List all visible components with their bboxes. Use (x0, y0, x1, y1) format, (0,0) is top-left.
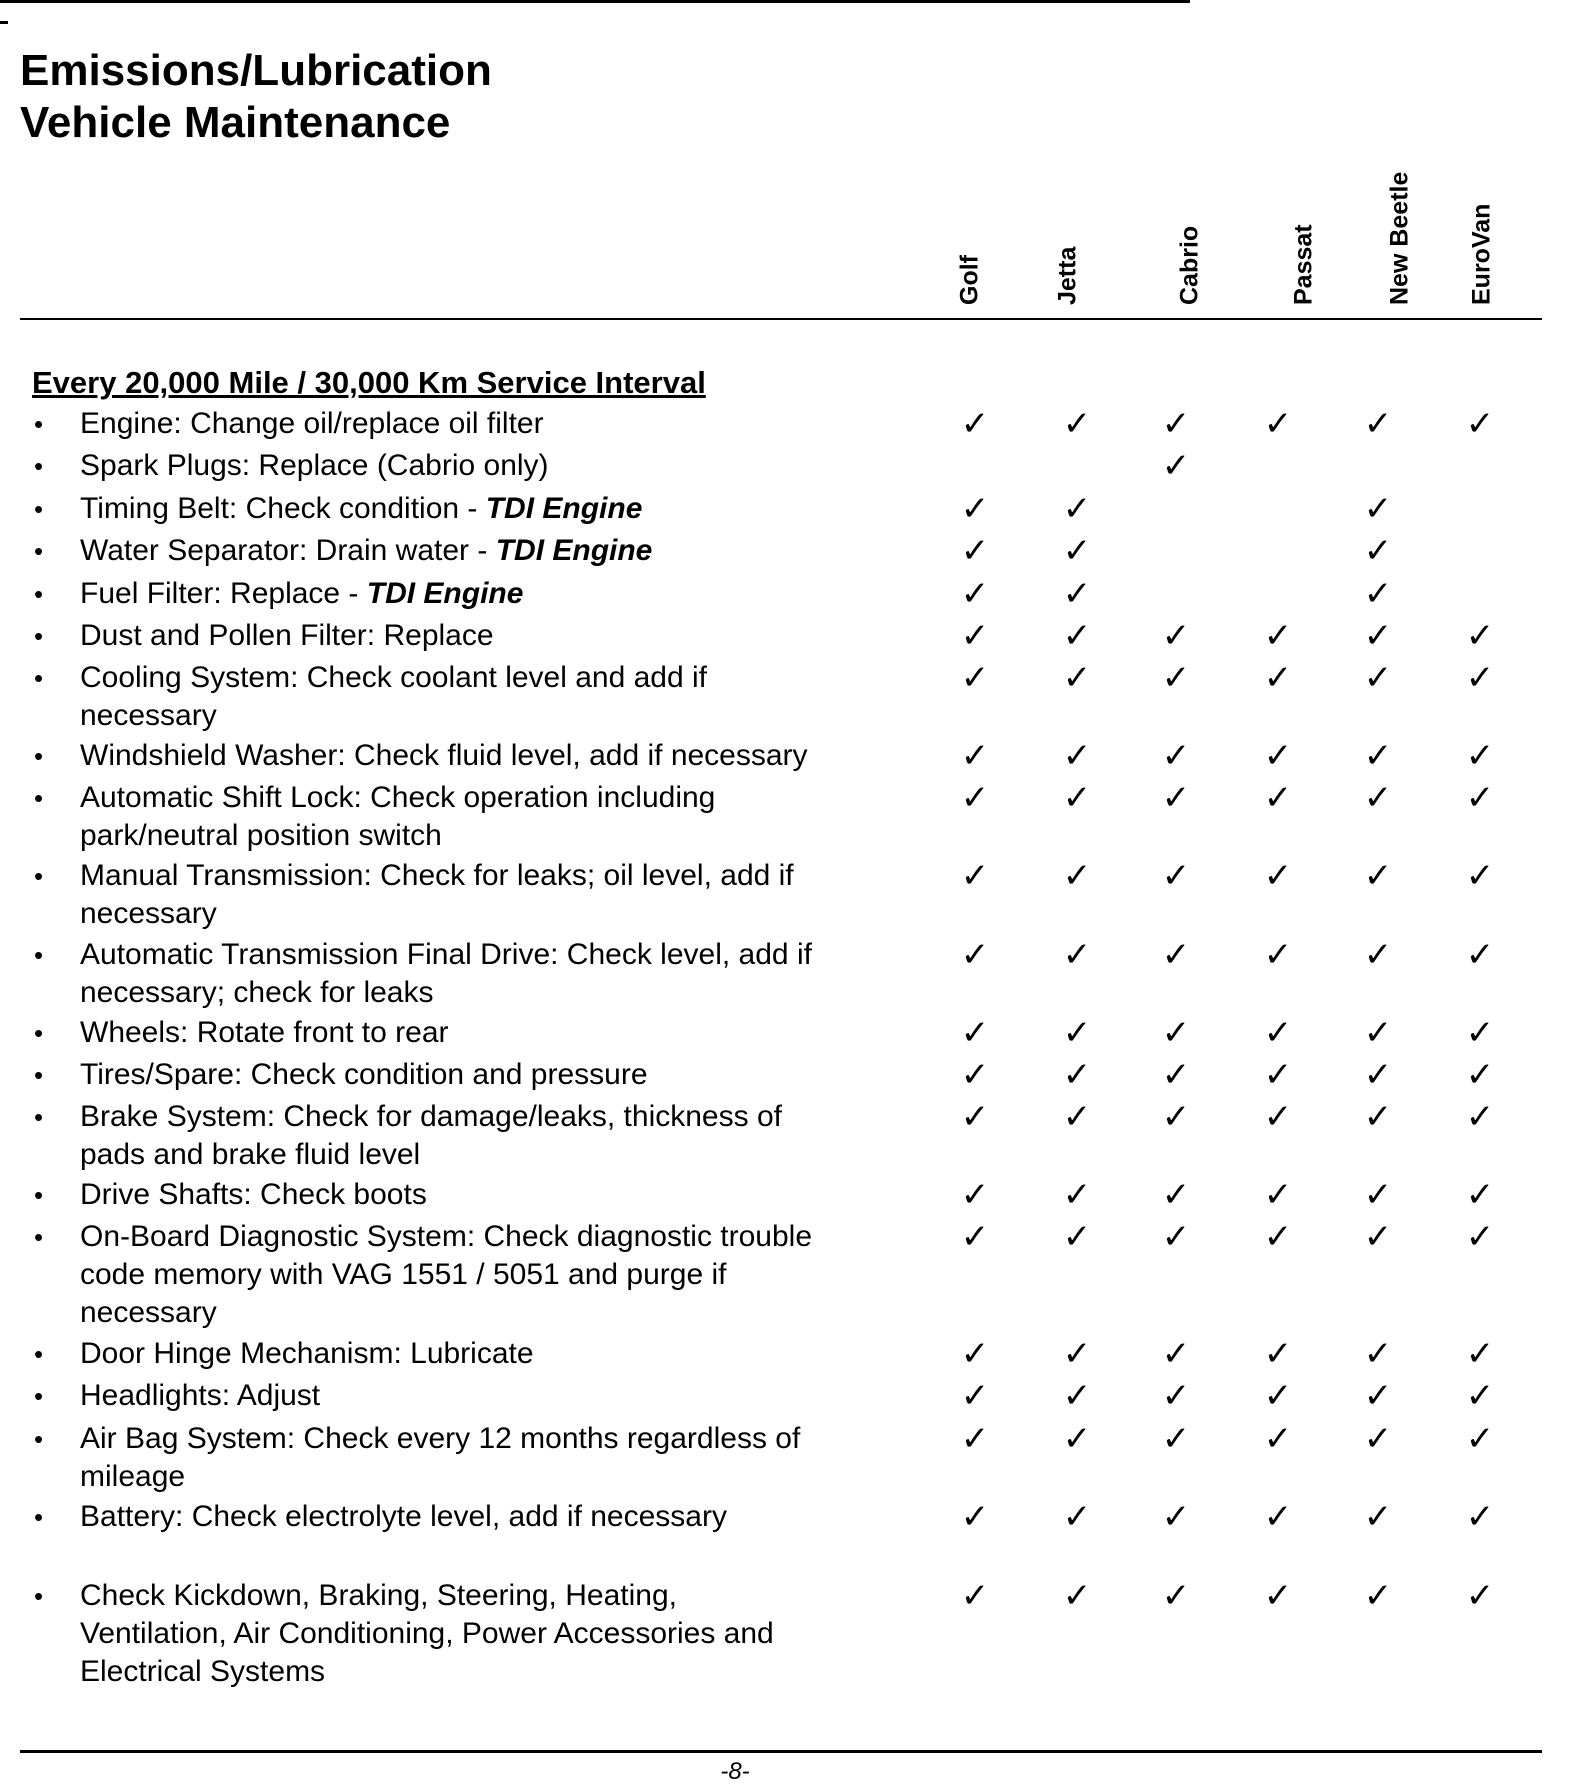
check-icon: ✓ (960, 404, 990, 444)
task-row (0, 617, 1584, 655)
bullet-icon: • (34, 940, 44, 970)
task-row (0, 1218, 1584, 1332)
check-icon: ✓ (960, 1217, 990, 1257)
check-icon: ✓ (1465, 1576, 1495, 1616)
check-icon: ✓ (1465, 778, 1495, 818)
check-icon: ✓ (1465, 1013, 1495, 1053)
bullet-icon: • (34, 1339, 44, 1369)
check-icon: ✓ (1363, 1376, 1393, 1416)
task-description (80, 659, 925, 735)
check-icon: ✓ (1062, 616, 1092, 656)
check-icon: ✓ (960, 1097, 990, 1137)
task-text-segment: Dust and Pollen Filter: Replace (80, 619, 494, 652)
check-icon: ✓ (1062, 856, 1092, 896)
task-row (0, 447, 1584, 485)
check-icon: ✓ (1363, 1497, 1393, 1537)
check-icon: ✓ (1161, 658, 1191, 698)
top-tick-mark (0, 21, 8, 24)
task-description (80, 1498, 925, 1536)
top-rule (0, 0, 1190, 3)
task-row (0, 1176, 1584, 1214)
task-text-segment: Water Separator: Drain water - (80, 534, 496, 567)
task-description (80, 1218, 925, 1332)
check-icon: ✓ (1263, 1334, 1293, 1374)
check-icon: ✓ (1161, 1055, 1191, 1095)
task-text-segment: necessary (80, 699, 217, 732)
check-icon: ✓ (1363, 1576, 1393, 1616)
check-icon: ✓ (1363, 1097, 1393, 1137)
check-icon: ✓ (960, 616, 990, 656)
bullet-icon: • (34, 1581, 44, 1611)
task-text-segment: necessary (80, 1296, 217, 1329)
check-icon: ✓ (1062, 1576, 1092, 1616)
task-line (80, 737, 925, 775)
check-icon: ✓ (1363, 1217, 1393, 1257)
check-icon: ✓ (960, 856, 990, 896)
check-icon: ✓ (1161, 935, 1191, 975)
task-line (80, 1420, 925, 1458)
task-line (80, 617, 925, 655)
task-description (80, 936, 925, 1012)
task-line (80, 1056, 925, 1094)
page-number: -8- (720, 1758, 750, 1785)
check-icon: ✓ (1263, 736, 1293, 776)
bullet-icon: • (34, 861, 44, 891)
task-text-segment: Timing Belt: Check condition - (80, 492, 486, 525)
title-line-1: Emissions/Lubrication (20, 46, 492, 95)
bullet-icon: • (34, 1018, 44, 1048)
task-text-segment: Electrical Systems (80, 1655, 326, 1688)
bullet-icon: • (34, 1424, 44, 1454)
engine-note: TDI Engine (366, 577, 524, 610)
task-description (80, 575, 925, 613)
check-icon: ✓ (1465, 1097, 1495, 1137)
task-line (80, 1014, 925, 1052)
check-icon: ✓ (1263, 658, 1293, 698)
task-description (80, 405, 925, 443)
task-row (0, 1498, 1584, 1536)
bullet-icon: • (34, 451, 44, 481)
bullet-icon: • (34, 409, 44, 439)
check-icon: ✓ (1062, 489, 1092, 529)
task-description (80, 1098, 925, 1174)
check-icon: ✓ (1161, 1376, 1191, 1416)
task-line (80, 447, 925, 485)
check-icon: ✓ (960, 1497, 990, 1537)
check-icon: ✓ (960, 1419, 990, 1459)
task-description (80, 1014, 925, 1052)
task-line (80, 490, 925, 528)
check-icon: ✓ (1062, 935, 1092, 975)
check-icon: ✓ (1363, 1419, 1393, 1459)
task-text-segment: necessary (80, 897, 217, 930)
task-line (80, 779, 925, 817)
check-icon: ✓ (1062, 1376, 1092, 1416)
check-icon: ✓ (960, 1175, 990, 1215)
task-row (0, 490, 1584, 528)
check-icon: ✓ (1363, 1055, 1393, 1095)
check-icon: ✓ (1161, 1013, 1191, 1053)
check-icon: ✓ (1465, 736, 1495, 776)
task-text-segment: Cooling System: Check coolant level and add if (80, 661, 708, 694)
header-rule (20, 318, 1542, 320)
check-icon: ✓ (1263, 778, 1293, 818)
check-icon: ✓ (1465, 1419, 1495, 1459)
task-text-segment: Air Bag System: Check every 12 months regardless of (80, 1422, 801, 1455)
title-line-2: Vehicle Maintenance (20, 98, 451, 147)
check-icon: ✓ (960, 1013, 990, 1053)
check-icon: ✓ (1161, 616, 1191, 656)
check-icon: ✓ (1161, 736, 1191, 776)
check-icon: ✓ (960, 736, 990, 776)
task-text-segment: Spark Plugs: Replace (Cabrio only) (80, 449, 549, 482)
check-icon: ✓ (1161, 856, 1191, 896)
check-icon: ✓ (1465, 1175, 1495, 1215)
task-row (0, 1014, 1584, 1052)
check-icon: ✓ (1062, 1175, 1092, 1215)
check-icon: ✓ (1263, 1376, 1293, 1416)
task-line (80, 1498, 925, 1536)
check-icon: ✓ (1363, 778, 1393, 818)
task-description (80, 737, 925, 775)
task-row (0, 936, 1584, 1012)
check-icon: ✓ (960, 1055, 990, 1095)
bullet-icon: • (34, 1502, 44, 1532)
task-line (80, 1377, 925, 1415)
check-icon: ✓ (1465, 856, 1495, 896)
task-row (0, 857, 1584, 933)
check-icon: ✓ (1062, 1419, 1092, 1459)
task-text-segment: Headlights: Adjust (80, 1379, 321, 1412)
task-line (80, 1615, 925, 1653)
check-icon: ✓ (1062, 1334, 1092, 1374)
check-icon: ✓ (1363, 489, 1393, 529)
task-description (80, 532, 925, 570)
task-text-segment: Wheels: Rotate front to rear (80, 1016, 449, 1049)
engine-note: TDI Engine (485, 492, 643, 525)
check-icon: ✓ (1161, 1334, 1191, 1374)
check-icon: ✓ (1263, 1419, 1293, 1459)
task-line (80, 1256, 925, 1294)
task-text-segment: Engine: Change oil/replace oil filter (80, 407, 544, 440)
check-icon: ✓ (960, 489, 990, 529)
task-text-segment: Tires/Spare: Check condition and pressure (80, 1058, 648, 1091)
check-icon: ✓ (1363, 616, 1393, 656)
task-line (80, 532, 925, 570)
task-text-segment: Windshield Washer: Check fluid level, add if necessary (80, 739, 808, 772)
task-row (0, 1098, 1584, 1174)
task-text-segment: mileage (80, 1460, 186, 1493)
task-text-segment: park/neutral position switch (80, 819, 442, 852)
check-icon: ✓ (1465, 658, 1495, 698)
bullet-icon: • (34, 579, 44, 609)
check-icon: ✓ (1161, 1097, 1191, 1137)
page-title (20, 45, 492, 149)
check-icon: ✓ (1363, 574, 1393, 614)
section-title: Every 20,000 Mile / 30,000 Km Service Interval (32, 365, 706, 400)
bullet-icon: • (34, 1180, 44, 1210)
check-icon: ✓ (1363, 404, 1393, 444)
check-icon: ✓ (1363, 736, 1393, 776)
task-line (80, 974, 925, 1012)
task-line (80, 1294, 925, 1332)
task-description (80, 490, 925, 528)
task-text-segment: Check Kickdown, Braking, Steering, Heating, (80, 1579, 677, 1612)
task-row (0, 1420, 1584, 1496)
check-icon: ✓ (960, 658, 990, 698)
task-description (80, 1577, 925, 1691)
task-description (80, 1377, 925, 1415)
task-row (0, 1335, 1584, 1373)
check-icon: ✓ (1062, 778, 1092, 818)
task-row (0, 1377, 1584, 1415)
check-icon: ✓ (1263, 1175, 1293, 1215)
check-icon: ✓ (1062, 574, 1092, 614)
task-description (80, 1335, 925, 1373)
check-icon: ✓ (1465, 404, 1495, 444)
task-text-segment: pads and brake fluid level (80, 1138, 421, 1171)
check-icon: ✓ (1465, 1334, 1495, 1374)
check-icon: ✓ (1363, 1013, 1393, 1053)
check-icon: ✓ (1161, 1175, 1191, 1215)
task-line (80, 1098, 925, 1136)
task-row (0, 1056, 1584, 1094)
task-line (80, 1335, 925, 1373)
task-description (80, 617, 925, 655)
check-icon: ✓ (1161, 446, 1191, 486)
task-line (80, 1577, 925, 1615)
check-icon: ✓ (1263, 1055, 1293, 1095)
task-line (80, 575, 925, 613)
check-icon: ✓ (1062, 1497, 1092, 1537)
bullet-icon: • (34, 741, 44, 771)
task-description (80, 1056, 925, 1094)
check-icon: ✓ (1363, 531, 1393, 571)
check-icon: ✓ (1263, 616, 1293, 656)
check-icon: ✓ (960, 1576, 990, 1616)
check-icon: ✓ (1161, 1217, 1191, 1257)
check-icon: ✓ (1465, 1055, 1495, 1095)
task-line (80, 659, 925, 697)
check-icon: ✓ (1465, 1376, 1495, 1416)
bullet-icon: • (34, 536, 44, 566)
bullet-icon: • (34, 663, 44, 693)
task-text-segment: Drive Shafts: Check boots (80, 1178, 427, 1211)
bullet-icon: • (34, 1102, 44, 1132)
check-icon: ✓ (960, 1376, 990, 1416)
check-icon: ✓ (1161, 778, 1191, 818)
task-description (80, 857, 925, 933)
check-icon: ✓ (1161, 1497, 1191, 1537)
task-text-segment: Battery: Check electrolyte level, add if necessary (80, 1500, 727, 1533)
bullet-icon: • (34, 621, 44, 651)
check-icon: ✓ (1363, 658, 1393, 698)
check-icon: ✓ (1062, 1055, 1092, 1095)
check-icon: ✓ (1062, 1013, 1092, 1053)
task-line (80, 936, 925, 974)
task-line (80, 895, 925, 933)
bullet-icon: • (34, 494, 44, 524)
task-text-segment: Ventilation, Air Conditioning, Power Accessories and (80, 1617, 774, 1650)
task-text-segment: Fuel Filter: Replace - (80, 577, 367, 610)
task-description (80, 447, 925, 485)
task-text-segment: Door Hinge Mechanism: Lubricate (80, 1337, 534, 1370)
task-text-segment: Manual Transmission: Check for leaks; oil level, add if (80, 859, 794, 892)
task-row (0, 575, 1584, 613)
task-row (0, 659, 1584, 735)
check-icon: ✓ (1263, 404, 1293, 444)
check-icon: ✓ (1465, 616, 1495, 656)
task-line (80, 1458, 925, 1496)
bullet-icon: • (34, 1222, 44, 1252)
task-description (80, 1420, 925, 1496)
task-row (0, 405, 1584, 443)
bullet-icon: • (34, 783, 44, 813)
task-text-segment: On-Board Diagnostic System: Check diagnostic trouble (80, 1220, 813, 1253)
task-text-segment: code memory with VAG 1551 / 5051 and purge if (80, 1258, 727, 1291)
task-text-segment: Automatic Transmission Final Drive: Check level, add if (80, 938, 812, 971)
check-icon: ✓ (1161, 1576, 1191, 1616)
check-icon: ✓ (1263, 1576, 1293, 1616)
bullet-icon: • (34, 1381, 44, 1411)
check-icon: ✓ (1263, 1013, 1293, 1053)
check-icon: ✓ (1062, 736, 1092, 776)
task-text-segment: Automatic Shift Lock: Check operation including (80, 781, 716, 814)
check-icon: ✓ (1263, 935, 1293, 975)
check-icon: ✓ (1062, 404, 1092, 444)
task-line (80, 405, 925, 443)
bottom-rule (20, 1750, 1542, 1753)
engine-note: TDI Engine (495, 534, 653, 567)
task-line (80, 1218, 925, 1256)
check-icon: ✓ (1062, 1097, 1092, 1137)
task-text-segment: Brake System: Check for damage/leaks, thickness of (80, 1100, 782, 1133)
check-icon: ✓ (1363, 935, 1393, 975)
task-line (80, 697, 925, 735)
task-row (0, 532, 1584, 570)
task-row (0, 737, 1584, 775)
check-icon: ✓ (1062, 531, 1092, 571)
check-icon: ✓ (1363, 1334, 1393, 1374)
check-icon: ✓ (1263, 1097, 1293, 1137)
task-line (80, 1136, 925, 1174)
check-icon: ✓ (1161, 404, 1191, 444)
check-icon: ✓ (1465, 1217, 1495, 1257)
check-icon: ✓ (960, 1334, 990, 1374)
check-icon: ✓ (1465, 935, 1495, 975)
check-icon: ✓ (960, 531, 990, 571)
check-icon: ✓ (960, 778, 990, 818)
check-icon: ✓ (960, 935, 990, 975)
task-text-segment: necessary; check for leaks (80, 976, 434, 1009)
check-icon: ✓ (1263, 856, 1293, 896)
check-icon: ✓ (1363, 1175, 1393, 1215)
task-description (80, 1176, 925, 1214)
check-icon: ✓ (1062, 1217, 1092, 1257)
task-row (0, 779, 1584, 855)
check-icon: ✓ (1363, 856, 1393, 896)
task-line (80, 1653, 925, 1691)
check-icon: ✓ (960, 574, 990, 614)
check-icon: ✓ (1161, 1419, 1191, 1459)
task-row (0, 1577, 1584, 1691)
check-icon: ✓ (1263, 1217, 1293, 1257)
task-line (80, 857, 925, 895)
check-icon: ✓ (1465, 1497, 1495, 1537)
task-line (80, 817, 925, 855)
bullet-icon: • (34, 1060, 44, 1090)
check-icon: ✓ (1062, 658, 1092, 698)
task-line (80, 1176, 925, 1214)
task-description (80, 779, 925, 855)
check-icon: ✓ (1263, 1497, 1293, 1537)
